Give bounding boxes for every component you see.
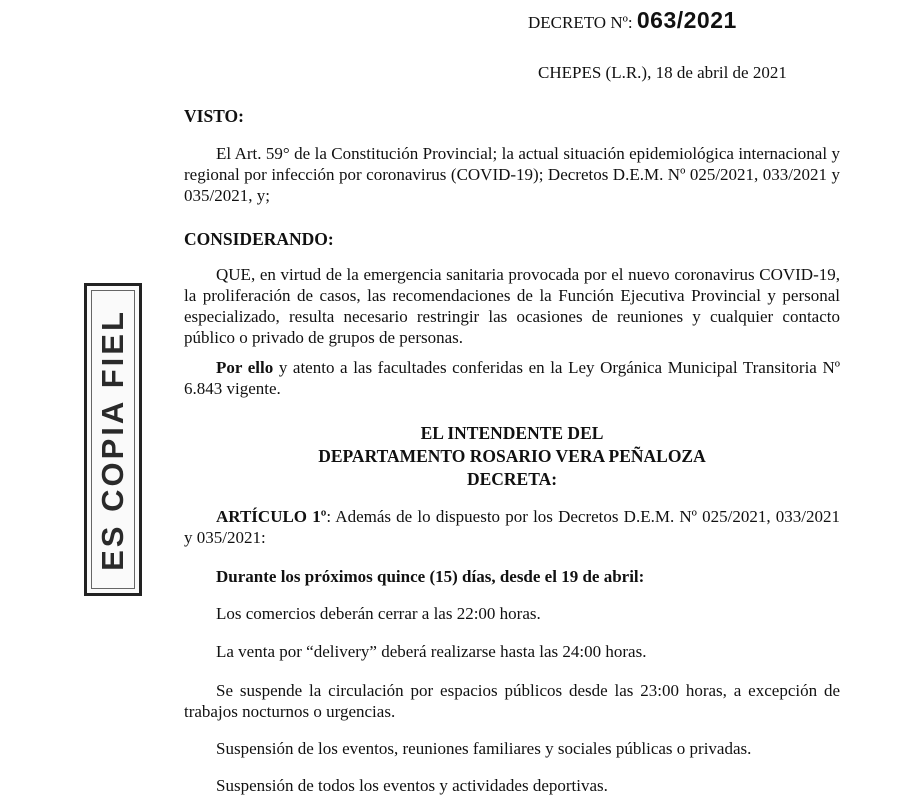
authority-block [184,422,840,491]
list-item: La venta por “delivery” deberá realizarse hasta las 24:00 horas. [216,642,647,661]
considerando-heading: CONSIDERANDO: [184,229,334,249]
decree-number: 063/2021 [636,7,737,33]
list-item: Se suspende la circulación por espacios públicos desde las 23:00 horas, a excepción de trabajos nocturnos o urgencias. [184,681,840,721]
copy-stamp-text: ES COPIA FIEL [95,308,130,571]
articulo-1-period: Durante los próximos quince (15) días, desde el 19 de abril: [216,567,645,586]
authority-line-2: DEPARTAMENTO ROSARIO VERA PEÑALOZA [318,446,706,466]
decree-label: DECRETO Nº: [528,13,637,32]
por-ello-bold: Por ello [216,358,274,377]
authority-line-3: DECRETA: [466,469,558,489]
list-item: Los comercios deberán cerrar a las 22:00 horas. [216,604,541,623]
articulo-1-text: : Además de lo dispuesto por los Decretos D.E.M. Nº 025/2021, 033/2021 y 035/2021: [184,507,841,547]
list-item: Suspensión de los eventos, reuniones familiares y sociales públicas o privadas. [216,739,752,758]
place-date: CHEPES (L.R.), 18 de abril de 2021 [538,63,787,82]
copy-stamp [84,283,142,596]
decree-header [528,7,737,34]
por-ello-text: y atento a las facultades conferidas en la Ley Orgánica Municipal Transitoria Nº 6.843 vigente. [184,358,840,398]
visto-heading: VISTO: [184,106,244,126]
articulo-1-label: ARTÍCULO 1º [216,507,327,526]
list-item: Suspensión de todos los eventos y actividades deportivas. [216,776,608,795]
visto-paragraph: El Art. 59° de la Constitución Provincial; la actual situación epidemiológica internacional y regional por infección por coronavirus (COVID-19); Decretos D.E.M. Nº 025/2021, 033/2021 y 035/2021, y; [184,144,840,205]
considerando-paragraph: QUE, en virtud de la emergencia sanitaria provocada por el nuevo coronavirus COVID-19, la proliferación de casos, las recomendaciones de la Función Ejecutiva Provincial y personal especializado, resulta necesario restringir las ocasiones de reuniones y cualquier contacto público o privado de grupos de personas. [184,265,840,347]
por-ello-paragraph [184,357,840,399]
articulo-1-paragraph [184,506,840,548]
authority-line-1: EL INTENDENTE DEL [420,423,604,443]
